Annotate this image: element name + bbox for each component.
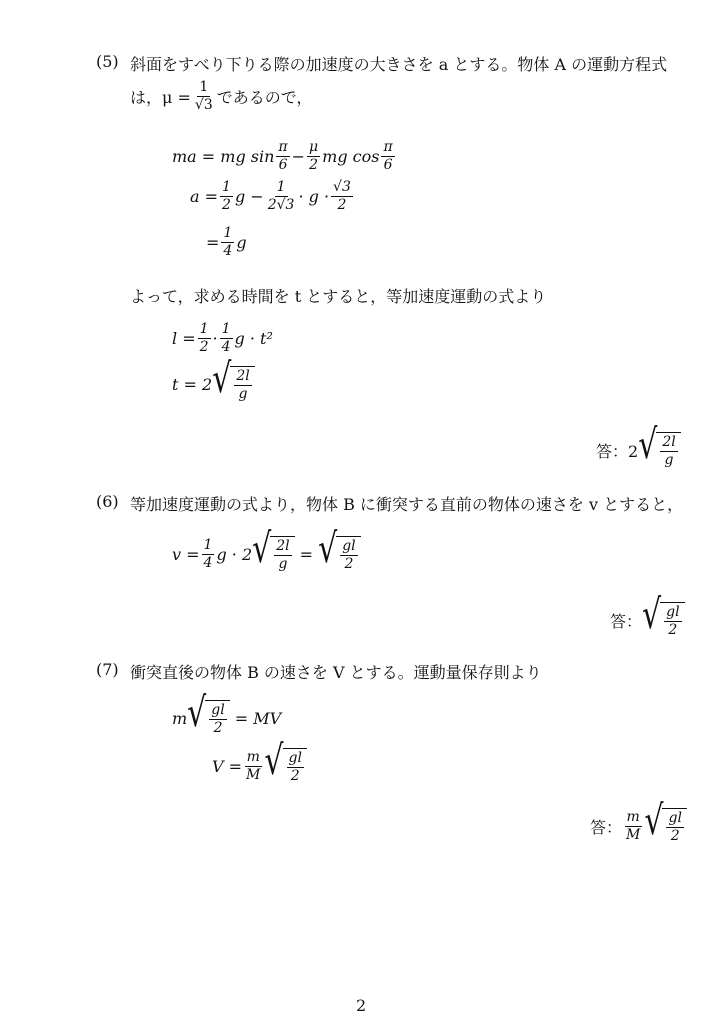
one-half	[220, 180, 233, 213]
gl-b: gl	[666, 604, 680, 620]
pi: π	[278, 139, 288, 155]
m: m	[246, 748, 260, 765]
eq4-dot: ·	[212, 329, 218, 348]
equation-7-2	[212, 737, 307, 785]
two-l-b: 2l	[662, 434, 676, 450]
equation-6	[172, 525, 361, 573]
eq7-1-rhs: = MV	[234, 708, 282, 728]
one-quarter-c	[202, 538, 215, 571]
one-over-2sqrt3	[266, 180, 297, 213]
gl-over-2-c	[287, 751, 304, 784]
sqrt-gl-over-2-c: √ $\frac{gl}{2}$	[264, 748, 307, 784]
six-b: 6	[383, 157, 393, 173]
problem-6-text: 等加速度運動の式より，物体 B に衝突する直前の物体の速さを v とすると，	[130, 495, 684, 514]
two-l-c: 2l	[276, 538, 290, 554]
gl: gl	[342, 538, 356, 554]
two-d: 2	[267, 197, 277, 213]
g-d: g	[278, 556, 288, 572]
one-e: 1	[221, 321, 231, 337]
two: 2	[309, 157, 319, 173]
equation-5-5	[172, 355, 255, 403]
pi-over-6	[276, 140, 289, 173]
answer-6-label: 答：	[610, 611, 643, 631]
two-h: 2	[668, 622, 678, 638]
one-c: 1	[223, 225, 233, 241]
eq7-1-lhs: m	[172, 708, 188, 728]
sqrt3-num: √3	[333, 179, 351, 195]
two-l: 2l	[236, 368, 250, 384]
problem-7-text: 衝突直後の物体 B の速さを V とする。運動量保存則より	[130, 663, 542, 682]
sqrt-2l-over-g-b: √ $\frac{2l}{g}$	[252, 536, 295, 572]
four-c: 4	[203, 554, 213, 571]
g: g	[236, 233, 247, 252]
gl-over-2	[340, 539, 357, 572]
g-c: g	[664, 452, 674, 468]
sqrt-gl-over-2: √ $\frac{gl}{2}$	[318, 536, 361, 572]
answer-5-frac	[660, 435, 677, 468]
two-sqrt3: 2√3	[267, 197, 295, 213]
eq6-eq: =	[299, 544, 314, 564]
mu: μ	[309, 139, 319, 155]
problem-6-label: (6)	[96, 492, 119, 511]
two-k: 2	[670, 828, 680, 844]
three: 3	[285, 197, 295, 213]
two-f: 2	[199, 339, 209, 355]
line2-post: であるので，	[216, 88, 313, 107]
two-g: 2	[344, 556, 354, 572]
four-b: 4	[221, 339, 231, 355]
four: 4	[223, 243, 233, 259]
gl-c: gl	[211, 702, 225, 718]
answer-5-label: 答：2	[596, 441, 639, 461]
three-b: 3	[341, 179, 351, 195]
two-c: 2	[222, 197, 231, 213]
answer-7-label: 答：	[590, 817, 623, 837]
one: 1	[222, 179, 231, 195]
eq1-lhs: ma = mg sin	[172, 147, 275, 166]
two-i: 2	[213, 720, 223, 736]
M: M	[246, 766, 261, 783]
two-e: 2	[337, 197, 347, 213]
problem-5-text-line1: 斜面をすべり下りる際の加速度の大きさを a とする。物体 A の運動方程式	[130, 55, 668, 74]
equation-5-1	[172, 140, 397, 173]
answer-5-sqrt: √ $\frac{2l}{g}$	[638, 432, 681, 468]
pi-over-6-b	[381, 140, 394, 173]
answer-6-frac	[664, 605, 681, 638]
eq2-dot: · g ·	[298, 187, 330, 206]
eq2-g: g −	[234, 187, 264, 206]
problem-7-label: (7)	[96, 660, 119, 679]
one-half-b	[198, 322, 211, 355]
problem-5-label: (5)	[96, 52, 119, 71]
answer-7-sqrt: √ $\frac{gl}{2}$	[644, 808, 687, 844]
problem-5-text-2: よって，求める時間を t とすると，等加速度運動の式より	[130, 287, 547, 306]
mu-numerator: 1	[199, 79, 209, 95]
six: 6	[278, 157, 288, 173]
one-quarter-b	[220, 322, 233, 355]
mu-over-2	[307, 140, 320, 173]
gl-d: gl	[288, 750, 302, 766]
eq3-lhs: =	[206, 233, 220, 252]
sqrt3-over-2	[331, 180, 353, 213]
minus: −	[291, 147, 306, 166]
equation-7-1	[172, 689, 282, 737]
equation-5-4	[172, 322, 273, 355]
gl-over-2-b	[209, 703, 226, 736]
eq2-lhs: a =	[190, 187, 219, 206]
eq4-end: g · t²	[234, 329, 273, 348]
mu-denominator: √3	[194, 97, 213, 113]
two-j: 2	[290, 768, 300, 784]
equation-5-2	[190, 180, 355, 213]
page-number: 2	[356, 996, 367, 1015]
M-b: M	[626, 826, 641, 843]
line2-pre: は，μ =	[130, 88, 191, 107]
eq1-rest: mg cos	[322, 147, 380, 166]
2l-over-g-b	[274, 539, 291, 572]
eq5-lhs: t = 2	[172, 374, 213, 394]
mu-den-value: 3	[203, 97, 213, 113]
answer-5	[596, 421, 681, 469]
problem-5-text-line2	[130, 80, 312, 113]
answer-7-m-over-M	[624, 810, 642, 843]
one-f: 1	[203, 536, 213, 553]
m-b: m	[626, 808, 640, 825]
answer-7	[590, 797, 687, 845]
equation-5-3	[206, 226, 247, 259]
g-b: g	[238, 386, 248, 402]
gl-e: gl	[668, 810, 682, 826]
m-over-M	[244, 750, 262, 783]
one-b: 1	[276, 179, 286, 195]
eq6-lhs: v =	[172, 544, 200, 564]
sqrt-2l-over-g: √ $\frac{2l}{g}$	[212, 366, 255, 402]
answer-7-frac	[666, 811, 683, 844]
eq4-lhs: l =	[172, 329, 196, 348]
eq6-mid: g · 2	[216, 544, 253, 564]
one-quarter	[221, 226, 234, 259]
eq7-2-lhs: V =	[212, 756, 243, 776]
pi-b: π	[383, 139, 393, 155]
mu-fraction	[193, 80, 215, 113]
one-d: 1	[199, 321, 209, 337]
answer-6-sqrt: √ $\frac{gl}{2}$	[642, 602, 685, 638]
2l-over-g	[234, 369, 251, 402]
answer-6	[610, 591, 685, 639]
sqrt-gl-over-2-b: √ $\frac{gl}{2}$	[187, 700, 230, 736]
